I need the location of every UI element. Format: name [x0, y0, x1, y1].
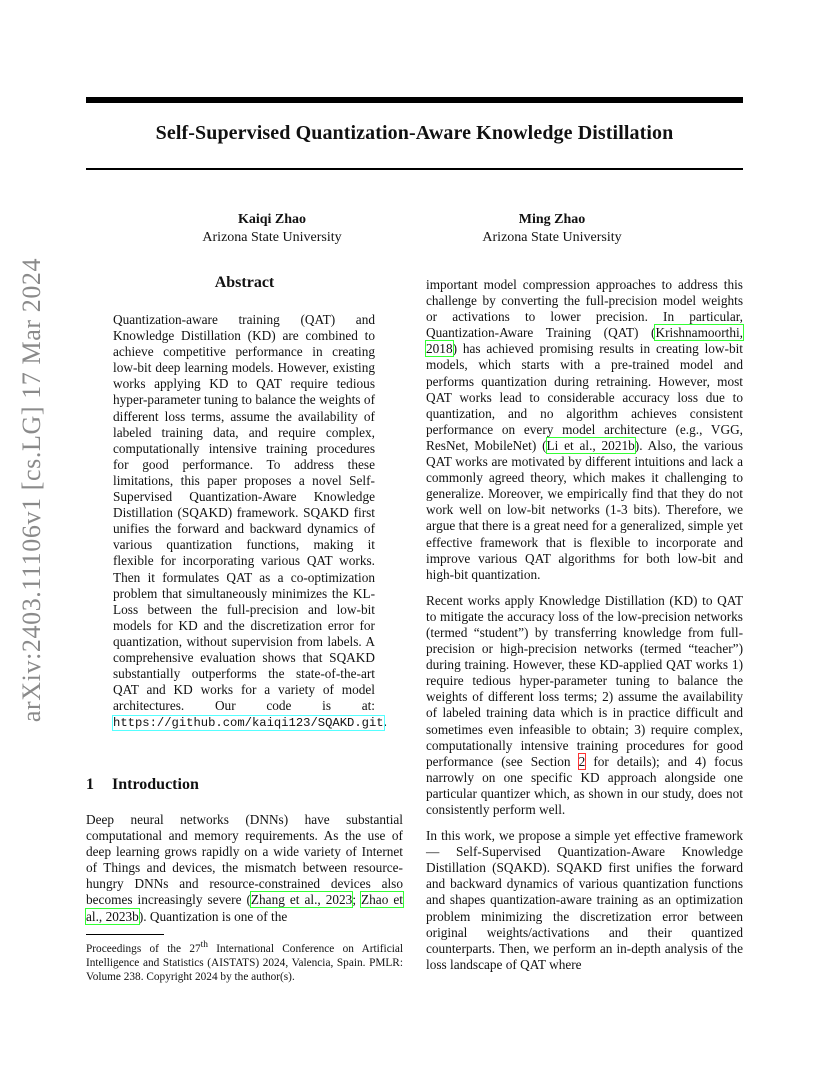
- author-block-2: [412, 211, 692, 247]
- author-name: Ming Zhao: [518, 212, 586, 227]
- title-top-rule: [86, 97, 743, 103]
- abstract-heading: Abstract: [214, 274, 275, 291]
- paragraph-text: important model compression approaches to address this challenge by converting the full-precision model weights or activations to lower precision. In particular, Quantization-Aware Training (QAT) (: [426, 277, 743, 341]
- paragraph-text: ). Also, the various QAT works are motivated by different intuitions and lack a commonly agreed theory, which makes it challenging to generalize. Moreover, we empirically find that they do not work well on low-bit networks (1-3 bits). Therefore, we argue that there is a great need for a generalized, simple yet effective framework that is flexible to incorporate and improve various QAT algorithms for both low-bit and high-bit quantization.: [426, 437, 743, 582]
- citation-link[interactable]: Zhang et al., 2023: [250, 892, 353, 908]
- code-repository-link[interactable]: https://github.com/kaiqi123/SQAKD.git: [113, 716, 384, 731]
- section-reference-link[interactable]: 2: [578, 753, 586, 769]
- arxiv-identifier: [12, 257, 52, 723]
- right-column-text: [426, 277, 743, 983]
- paragraph-text: ) has achieved promising results in creating low-bit models, which starts with a pre-trained model and performs quantization during retraining. However, most QAT works lead to considerable accuracy loss due to quantization, and no algorithm achieves consistent performance on every model architecture (e.g., VGG, ResNet, MobileNet) (: [426, 341, 743, 453]
- footnote-rule: [86, 934, 164, 935]
- author-affiliation: Arizona State University: [482, 230, 622, 245]
- title-bottom-rule: [86, 168, 743, 170]
- author-affiliation: Arizona State University: [202, 230, 342, 245]
- paragraph: [426, 593, 743, 818]
- section-title: Introduction: [112, 776, 199, 793]
- paragraph-text: Recent works apply Knowledge Distillation (KD) to QAT to mitigate the accuracy loss of the low-precision networks (termed “student”) by transferring knowledge from full-precision or high-precision networks (termed “teacher”) during training. However, these KD-applied QAT works 1) require tedious hyper-parameter tuning to balance the weights of different loss terms; 2) assume the availability of labeled training data which is in practice difficult and sometimes even infeasible to obtain; 3) require complex, computationally intensive training procedures for good performance (see Section: [426, 592, 743, 769]
- author-name: Kaiqi Zhao: [237, 212, 307, 227]
- section-heading-introduction: [86, 776, 199, 794]
- abstract-text: Quantization-aware training (QAT) and Knowledge Distillation (KD) are combined to achieve competitive performance in creating low-bit deep learning models. However, existing works applying KD to QAT require tedious hyper-parameter tuning to balance the weights of different loss terms, assume the availability of labeled training data, and require complex, computationally intensive training procedures for good performance. To address these limitations, this paper proposes a novel Self-Supervised Quantization-Aware Knowledge Distillation (SQAKD) framework. SQAKD first unifies the forward and backward dynamics of various quantization functions, making it flexible for incorporating various QAT works. Then it formulates QAT as a co-optimization problem that simultaneously minimizes the KL-Loss between the full-precision and low-bit models for KD and the discretization error for quantization, without supervision from labels. A comprehensive evaluation shows that SQAKD substantially outperforms the state-of-the-art QAT and KD works for a variety of model architectures. Our code is at:: [113, 312, 375, 714]
- left-column-text: [86, 812, 403, 925]
- paragraph: [426, 828, 743, 973]
- citation-separator: ;: [352, 892, 362, 908]
- citation-link[interactable]: Krishnamoorthi, 2018: [426, 325, 743, 357]
- paragraph-text: In this work, we propose a simple yet effective framework — Self-Supervised Quantization-Aware Knowledge Distillation (SQAKD). SQAKD first unifies the forward and backward dynamics of various quantization functions and shapes quantization-aware training as an optimization problem minimizing the discretization error between original weights/activations and their quantized counterparts. Then, we perform an in-depth analysis of the loss landscape of QAT where: [426, 828, 743, 972]
- paper-title: Self-Supervised Quantization-Aware Knowledge Distillation: [155, 122, 674, 144]
- citation-link[interactable]: Li et al., 2021b: [546, 437, 635, 453]
- footnote-text: International Conference on Artificial Intelligence and Statistics (AISTATS) 2024, Valencia, Spain. PMLR: Volume 238. Copyright 2024 by the author(s).: [86, 942, 403, 984]
- citation-link[interactable]: Zhao et al., 2023b: [86, 892, 403, 924]
- footnote-text: Proceedings of the 27: [86, 942, 201, 955]
- abstract-end: .: [383, 714, 387, 730]
- paragraph: [426, 277, 743, 583]
- arxiv-id-text: arXiv:2403.11106v1 [cs.LG] 17 Mar 2024: [17, 257, 46, 723]
- footnote-superscript: th: [200, 940, 208, 950]
- paragraph-text: Deep neural networks (DNNs) have substantial computational and memory requirements. As the use of deep learning grows rapidly on a wide variety of Internet of Things and devices, the mismatch between resource-hungry DNNs and resource-constrained devices also becomes increasingly severe (: [86, 812, 403, 908]
- abstract-body: [113, 312, 387, 731]
- paragraph: [86, 812, 403, 925]
- paragraph-text: for details); and 4) focus narrowly on one specific KD approach alongside one particular quantizer which, as shown in our study, does not consistently perform well.: [426, 753, 743, 817]
- author-block-1: [132, 211, 412, 247]
- section-number: 1: [86, 776, 94, 793]
- footnote: [86, 938, 403, 985]
- paragraph-text: ). Quantization is one of the: [138, 908, 288, 924]
